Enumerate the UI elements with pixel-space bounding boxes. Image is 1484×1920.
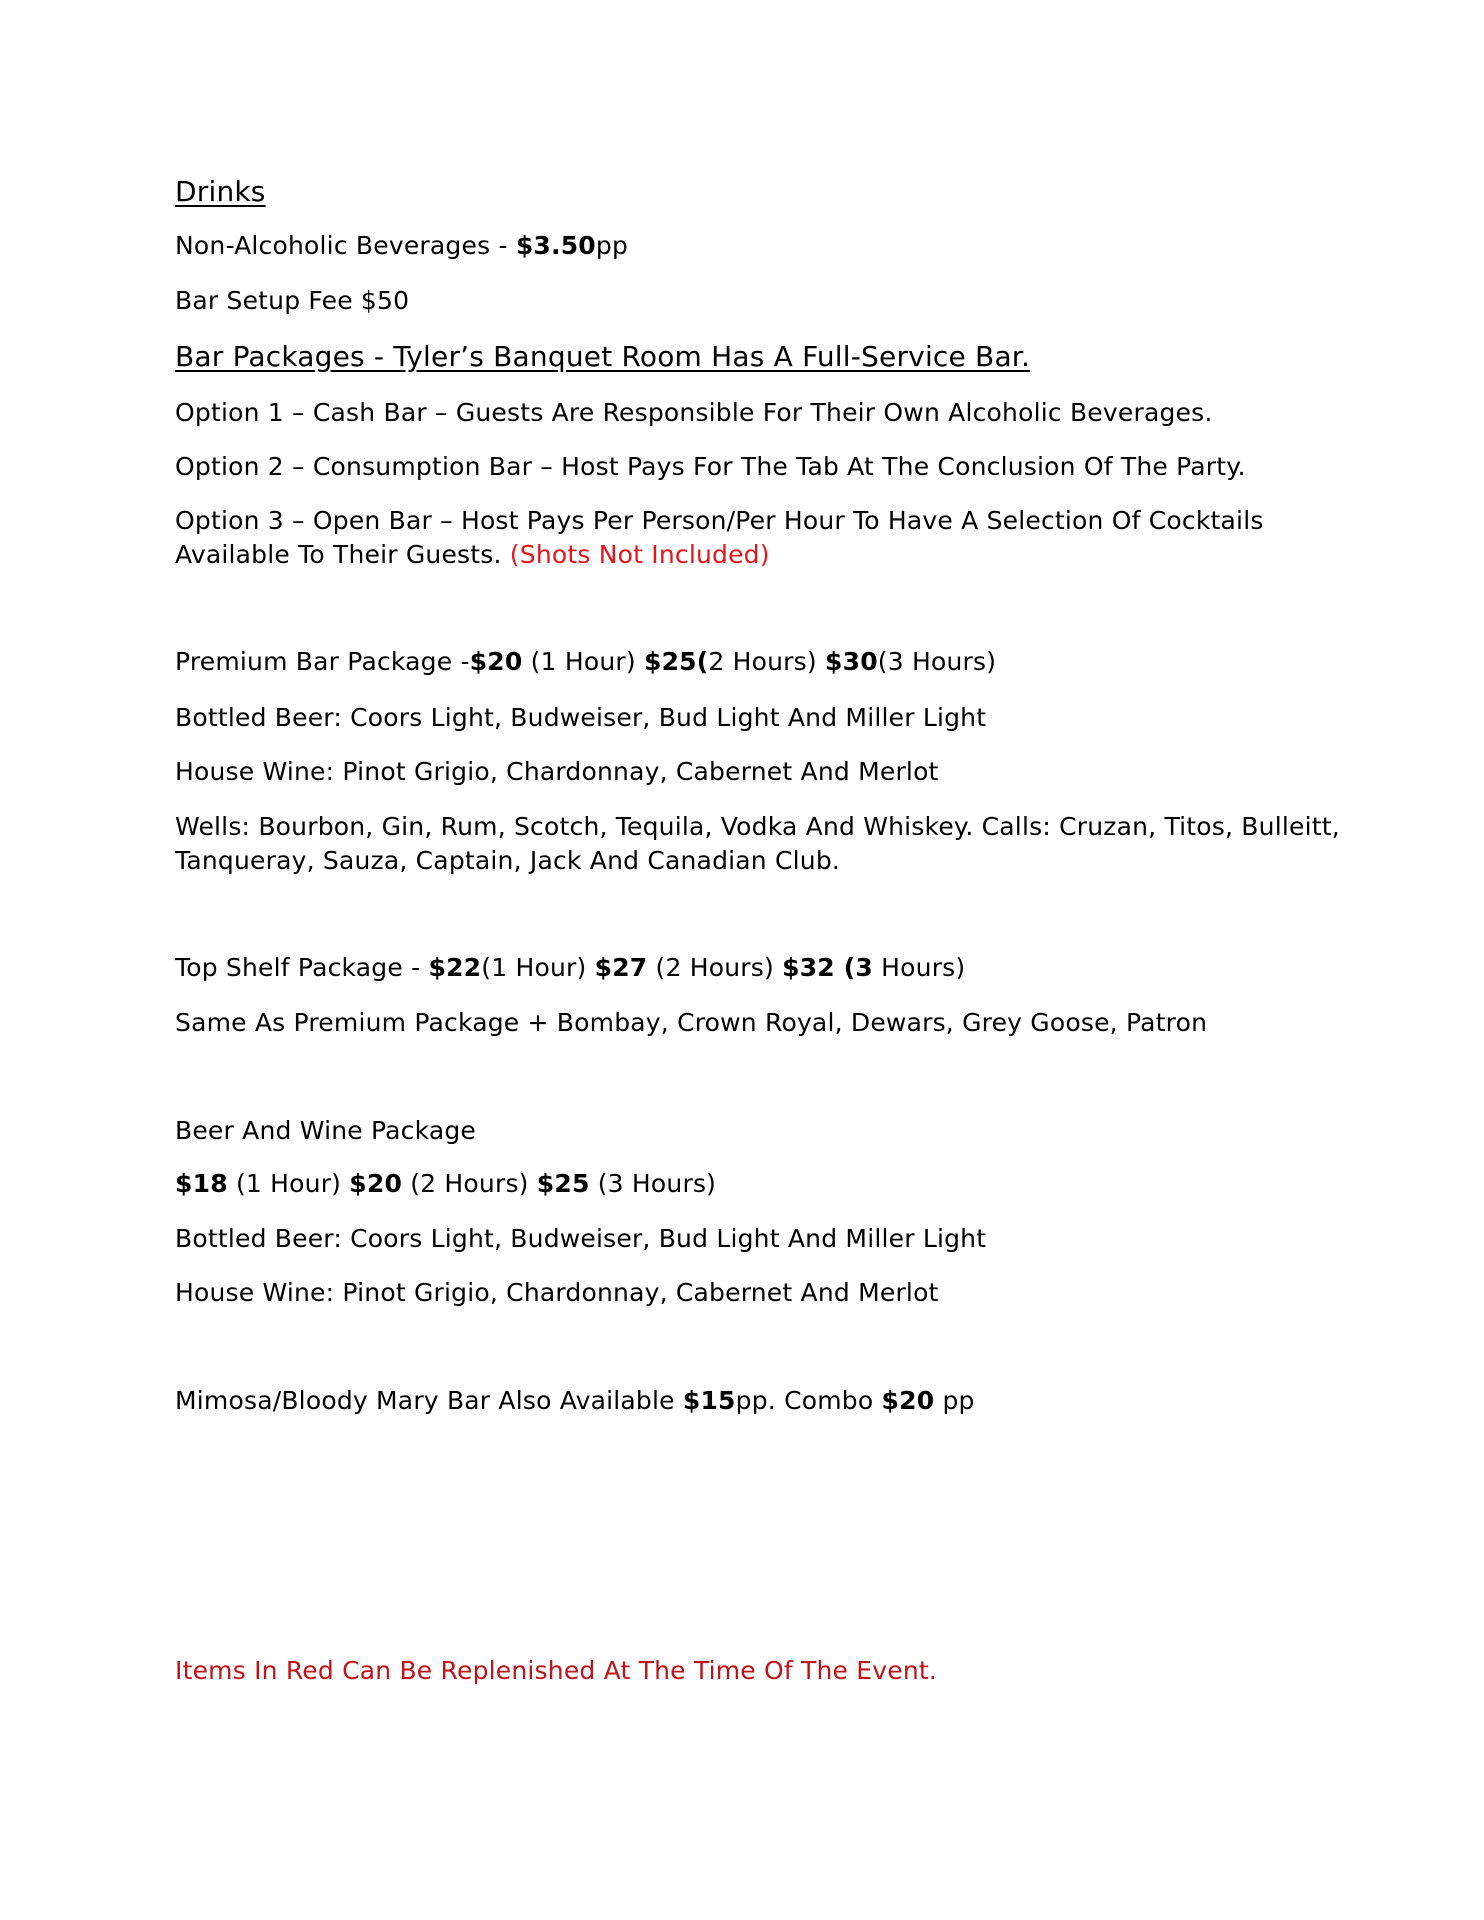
option-1: Option 1 – Cash Bar – Guests Are Responsible For Their Own Alcoholic Beverages. — [175, 398, 1213, 427]
top-shelf-price-3h: $32 (3 — [782, 953, 874, 982]
beer-wine-price-1h: $18 — [175, 1169, 228, 1198]
option-3: Option 3 – Open Bar – Host Pays Per Person/Per Hour To Have A Selection Of Cocktails — [175, 506, 1264, 535]
premium-text-2h: 2 Hours) — [708, 647, 825, 676]
premium-text-3h: (3 Hours) — [877, 647, 997, 676]
non-alcoholic-suffix: pp — [595, 231, 629, 260]
top-shelf-price-1h: $22 — [428, 953, 482, 982]
top-shelf-label: Top Shelf Package - — [175, 953, 429, 982]
beer-wine-label: Beer And Wine Package — [175, 1116, 477, 1145]
top-shelf-line — [175, 951, 965, 985]
beer-wine-text-2h: (2 Hours) — [402, 1169, 537, 1198]
beer-wine-prices — [175, 1167, 716, 1201]
premium-package-line — [175, 645, 996, 679]
page-title: Drinks — [175, 175, 266, 208]
non-alcoholic-price: $3.50 — [515, 231, 596, 260]
beer-wine-price-2h: $20 — [349, 1169, 403, 1198]
top-shelf-text-3h: Hours) — [873, 953, 966, 982]
beer-wine-price-3h: $25 — [536, 1169, 590, 1198]
shots-not-included-note: (Shots Not Included) — [509, 540, 770, 569]
mimosa-line — [175, 1384, 975, 1418]
premium-price-3h: $30 — [825, 647, 878, 676]
mimosa-text: pp. Combo — [735, 1386, 882, 1415]
beer-wine-text-3h: (3 Hours) — [589, 1169, 717, 1198]
beer-wine-text-1h: (1 Hour) — [227, 1169, 350, 1198]
premium-wells-2: Tanqueray, Sauza, Captain, Jack And Canadian Club. — [175, 846, 841, 875]
option-2: Option 2 – Consumption Bar – Host Pays For The Tab At The Conclusion Of The Party. — [175, 452, 1246, 481]
mimosa-label: Mimosa/Bloody Mary Bar Also Available — [175, 1386, 683, 1415]
non-alcoholic-line — [175, 229, 628, 263]
premium-label: Premium Bar Package - — [175, 647, 470, 676]
premium-wine: House Wine: Pinot Grigio, Chardonnay, Cabernet And Merlot — [175, 757, 939, 786]
premium-text-1h: (1 Hour) — [522, 647, 644, 676]
combo-price: $20 — [881, 1386, 935, 1415]
bar-packages-heading: Bar Packages - Tyler’s Banquet Room Has A Full-Service Bar. — [175, 340, 1031, 373]
top-shelf-text-2h: (2 Hours) — [647, 953, 783, 982]
mimosa-price: $15 — [682, 1386, 736, 1415]
option-3-continued — [175, 538, 770, 572]
top-shelf-price-2h: $27 — [594, 953, 648, 982]
combo-suffix: pp — [934, 1386, 975, 1415]
top-shelf-text-1h: (1 Hour) — [481, 953, 595, 982]
beer-wine-beer: Bottled Beer: Coors Light, Budweiser, Bud Light And Miller Light — [175, 1224, 987, 1253]
non-alcoholic-label: Non-Alcoholic Beverages - — [175, 231, 516, 260]
beer-wine-wine: House Wine: Pinot Grigio, Chardonnay, Cabernet And Merlot — [175, 1278, 939, 1307]
premium-wells-1: Wells: Bourbon, Gin, Rum, Scotch, Tequila, Vodka And Whiskey. Calls: Cruzan, Titos, Bulleitt, — [175, 812, 1340, 841]
top-shelf-details: Same As Premium Package + Bombay, Crown Royal, Dewars, Grey Goose, Patron — [175, 1008, 1208, 1037]
premium-price-1h: $20 — [469, 647, 523, 676]
option-3-line-2: Available To Their Guests. — [175, 540, 510, 569]
premium-price-2h: $25( — [643, 647, 709, 676]
premium-beer: Bottled Beer: Coors Light, Budweiser, Bud Light And Miller Light — [175, 703, 987, 732]
bar-setup-fee: Bar Setup Fee $50 — [175, 286, 410, 315]
footer-note: Items In Red Can Be Replenished At The Time Of The Event. — [175, 1656, 938, 1685]
